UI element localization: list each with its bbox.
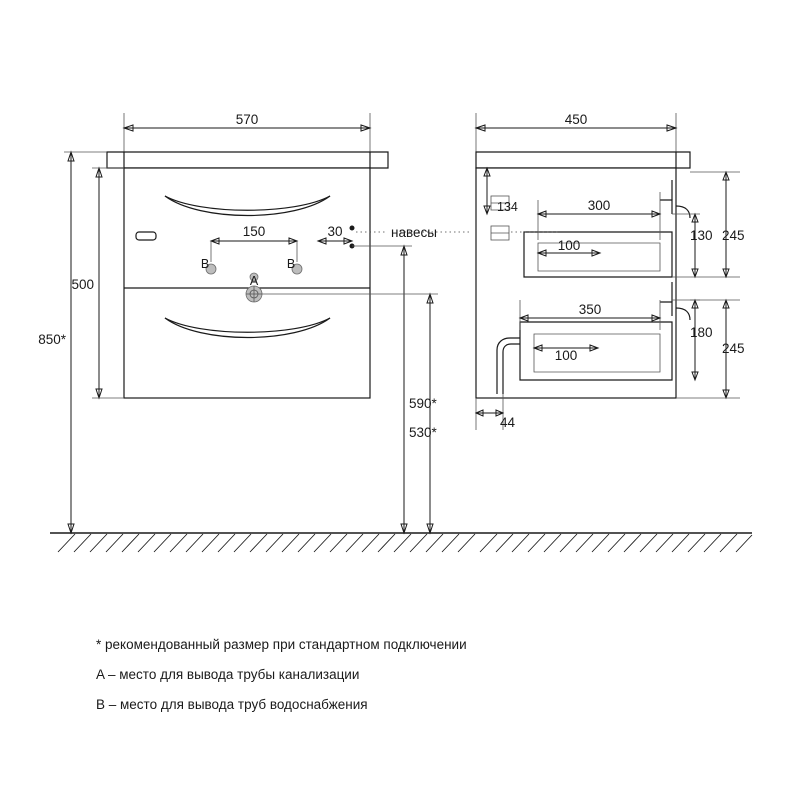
label-b-left: B [200, 257, 210, 271]
dim-label-530: 530* [409, 425, 437, 440]
legend-note-b: B – место для вывода труб водоснабжения [96, 697, 368, 712]
dim-label-245-upper: 245 [722, 228, 745, 243]
front-countertop [107, 152, 388, 168]
legend-note-asterisk: * рекомендованный размер при стандартном подключении [96, 637, 467, 652]
dim-label-500: 500 [71, 277, 94, 292]
side-view-group [400, 113, 740, 430]
label-b-right: B [286, 257, 296, 271]
dim-label-300: 300 [587, 198, 611, 213]
dim-label-245-lower: 245 [722, 341, 745, 356]
front-cabinet-body [124, 168, 370, 398]
dim-label-450: 450 [564, 112, 588, 127]
dim-label-570: 570 [235, 112, 259, 127]
dim-label-130: 130 [690, 228, 713, 243]
side-countertop [476, 152, 690, 168]
legend-note-a: A – место для вывода трубы канализации [96, 667, 360, 682]
dim-label-350: 350 [578, 302, 602, 317]
dim-label-100-upper: 100 [557, 238, 581, 253]
side-lower-drawer [520, 322, 672, 380]
front-view-group [64, 113, 438, 533]
ground-line-group [50, 533, 752, 552]
dim-label-100-lower: 100 [554, 348, 578, 363]
label-hangers: навесы [391, 225, 437, 240]
legend-notes [96, 630, 716, 720]
label-a: A [249, 274, 259, 288]
front-dim-500 [92, 168, 124, 398]
side-dim-44 [476, 394, 503, 430]
dim-label-180: 180 [690, 325, 713, 340]
dim-label-590: 590* [409, 396, 437, 411]
side-vertical-dims [672, 172, 740, 398]
dim-label-30: 30 [327, 224, 343, 239]
ground-hatching [58, 534, 752, 552]
dim-label-44: 44 [500, 415, 516, 430]
dim-label-150: 150 [242, 224, 266, 239]
dim-label-850: 850* [38, 332, 66, 347]
dim-label-134: 134 [497, 200, 518, 214]
front-dim-850 [64, 152, 107, 533]
